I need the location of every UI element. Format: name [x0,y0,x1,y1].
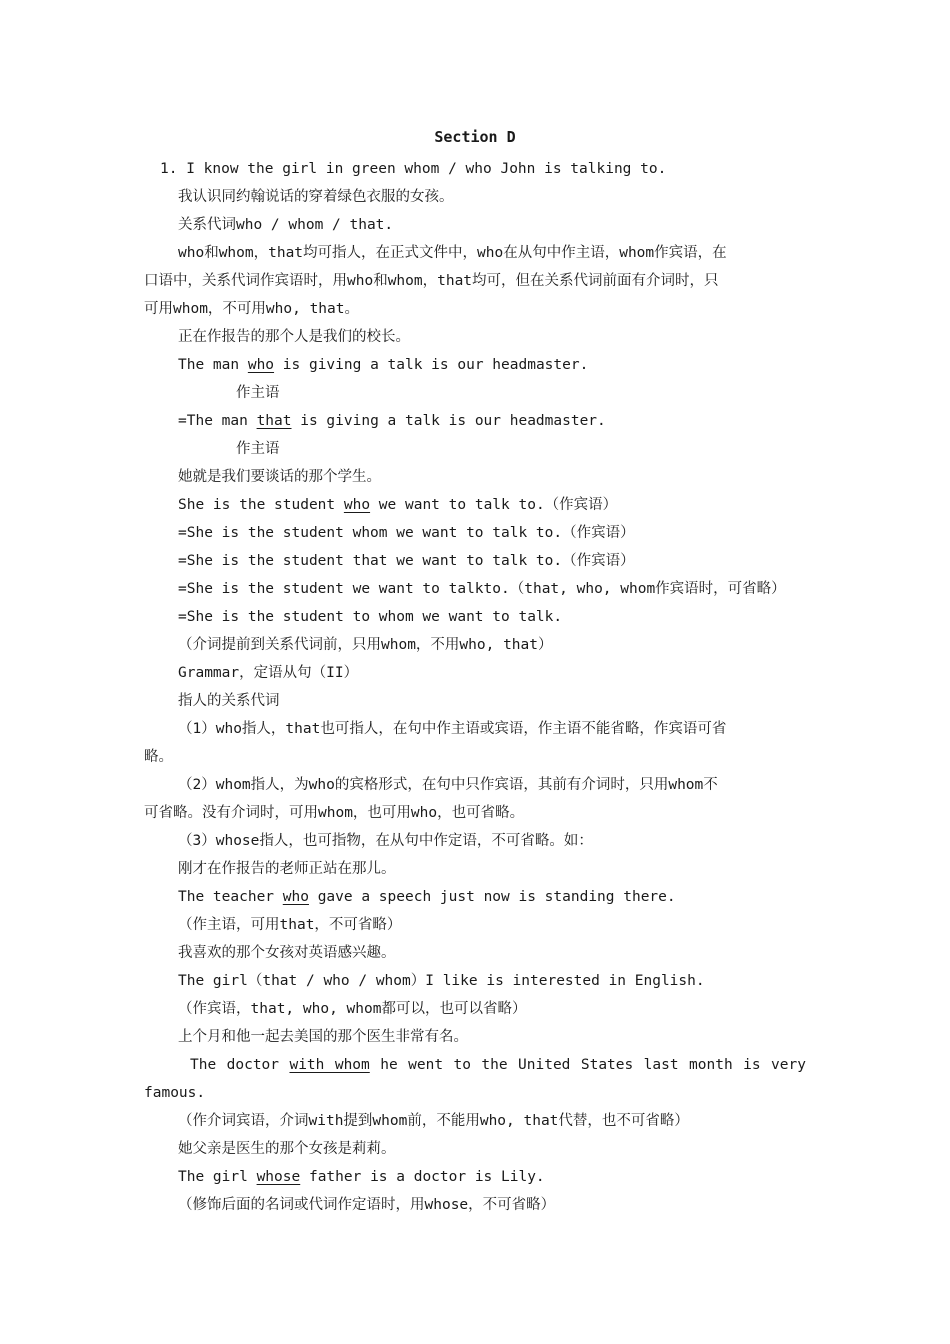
note-line: （作介词宾语，介词with提到whom前，不能用who, that代替，也不可省略） [178,1113,689,1129]
underlined-word: who [282,889,309,905]
example-sentence: The girl whose father is a doctor is Lily. [178,1169,545,1185]
note-line: （作主语，可用that，不可省略） [178,917,402,933]
translation-line: 我认识同约翰说话的穿着绿色衣服的女孩。 [178,189,454,205]
example-sentence-cont: famous. [144,1085,206,1101]
underlined-word: who [343,497,371,513]
section-title: Section D [434,128,516,146]
example-sentence: The man who is giving a talk is our headmaster. [178,357,589,373]
grammar-heading: Grammar，定语从句（II） [178,665,359,681]
paragraph-line: who和whom，that均可指人，在正式文件中，who在从句中作主语，whom作宾语，在 [178,245,727,261]
translation-line: 我喜欢的那个女孩对英语感兴趣。 [178,945,396,961]
subheading: 指人的关系代词 [178,693,280,709]
rule-item-2: （2）whom指人，为who的宾格形式，在句中只作宾语，其前有介词时，只用whom不 [178,777,718,793]
rule-item-3: （3）whose指人，也可指物，在从句中作定语，不可省略。如： [178,833,593,849]
example-sentence: The girl（that / who / whom）I like is interested in English. [178,973,705,989]
translation-line: 上个月和他一起去美国的那个医生非常有名。 [178,1029,468,1045]
example-sentence: =The man that is giving a talk is our headmaster. [178,413,606,429]
rule-item-1-cont: 略。 [144,749,173,765]
underlined-word: that [256,413,292,429]
example-sentence: She is the student who we want to talk to.（作宾语） [178,497,618,513]
note-line: （作宾语，that, who, whom都可以，也可以省略） [178,1001,527,1017]
example-sentence: =She is the student we want to talkto.（that, who, whom作宾语时，可省略） [178,581,786,597]
translation-line: 刚才在作报告的老师正站在那儿。 [178,861,396,877]
annotation-label: 作主语 [236,441,280,457]
example-sentence: The teacher who gave a speech just now is standing there. [178,889,676,905]
underlined-word: who [247,357,275,373]
note-line: （修饰后面的名词或代词作定语时，用whose，不可省略） [178,1197,556,1213]
paragraph-line: 口语中，关系代词作宾语时，用who和whom，that均可，但在关系代词前面有介词时，只 [144,273,719,289]
rule-item-1: （1）who指人，that也可指人，在句中作主语或宾语，作主语不能省略，作宾语可省 [178,721,727,737]
note-line: 关系代词who / whom / that. [178,217,394,233]
underlined-word: whose [256,1169,301,1185]
underlined-phrase: with whom [289,1057,370,1073]
example-sentence-1: 1. I know the girl in green whom / who John is talking to. [160,161,667,177]
example-sentence: =She is the student that we want to talk to.（作宾语） [178,553,635,569]
translation-line: 她父亲是医生的那个女孩是莉莉。 [178,1141,396,1157]
example-sentence: =She is the student to whom we want to talk. [178,609,563,625]
example-sentence: The doctor with whom he went to the United States last month is very [190,1057,806,1073]
note-line: （介词提前到关系代词前，只用whom，不用who, that） [178,637,553,653]
annotation-label: 作主语 [236,385,280,401]
paragraph-line: 可用whom，不可用who, that。 [144,301,359,317]
rule-item-2-cont: 可省略。没有介词时，可用whom，也可用who，也可省略。 [144,805,525,821]
example-sentence: =She is the student whom we want to talk to.（作宾语） [178,525,635,541]
translation-line: 她就是我们要谈话的那个学生。 [178,469,381,485]
translation-line: 正在作报告的那个人是我们的校长。 [178,329,410,345]
